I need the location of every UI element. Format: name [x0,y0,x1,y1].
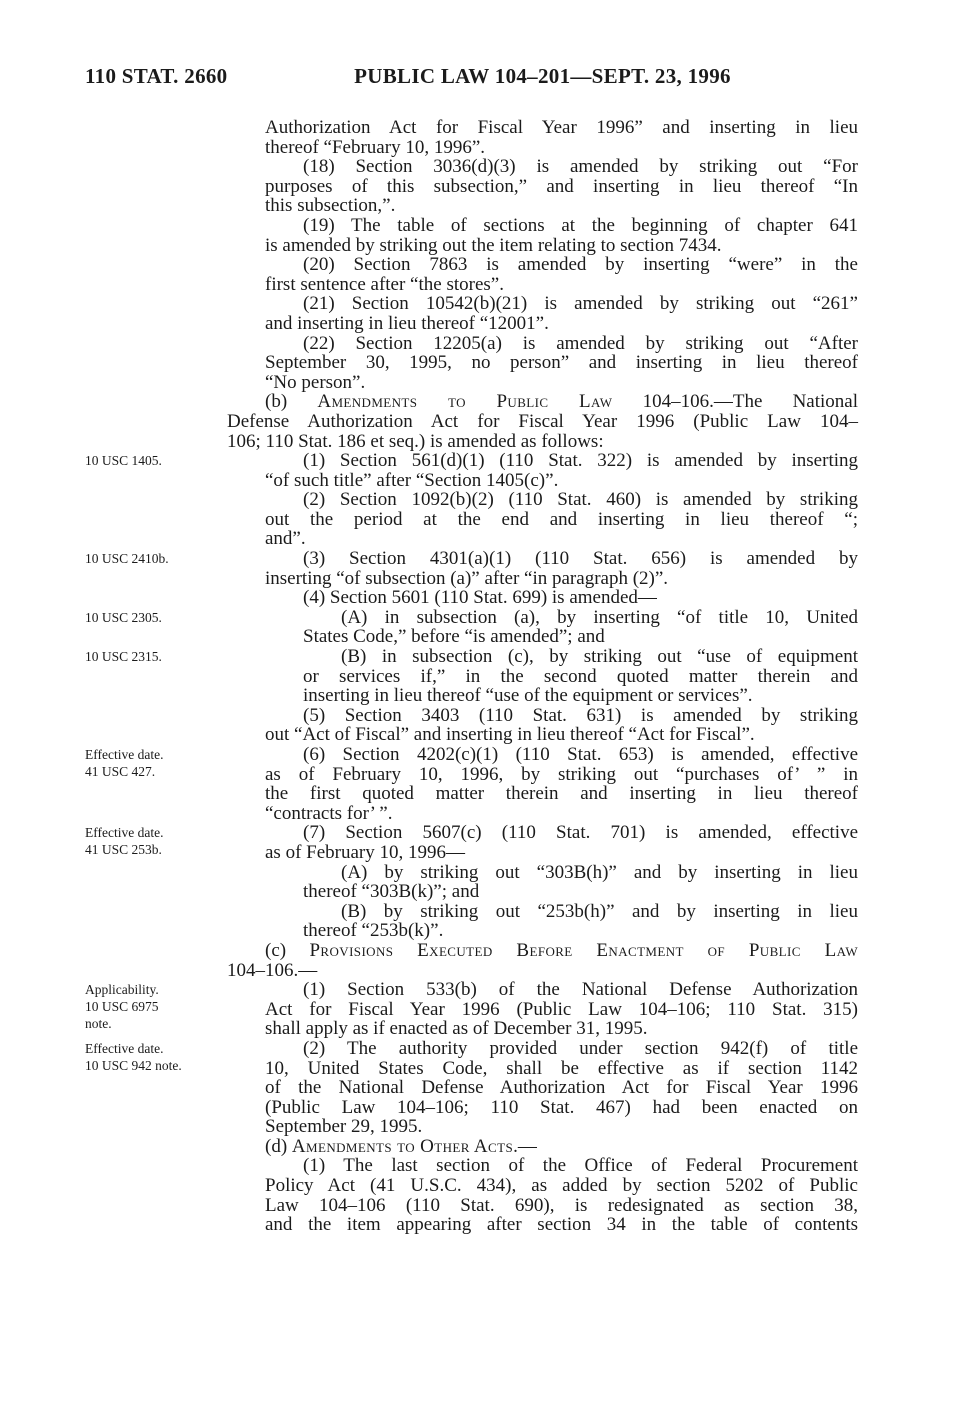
margin-note-line: 41 USC 427. [85,764,156,779]
margin-note [85,746,221,780]
margin-note-line: 10 USC 2305. [85,609,162,625]
text-line [227,412,858,432]
text-run: (1) The last section of the Office of Federal Procurement [303,1155,858,1177]
text-run: (b) [265,391,318,413]
text-line [341,863,858,883]
text-run: (Public Law 104–106; 110 Stat. 467) had been enacted on [265,1096,858,1118]
text-run: 104–106.— [227,959,318,981]
text-run: thereof “303B(k)”; and [303,881,480,903]
statute-paragraph [227,334,858,393]
text-run: inserting “of subsection (a)” after “in paragraph (2)”. [265,567,669,589]
statute-paragraph [227,255,858,294]
statute-paragraph [85,646,858,707]
text-run: as of February 10, 1996— [265,841,465,863]
text-run: (20) Section 7863 is amended by inserting “were” in the [303,254,858,276]
text-line [303,294,858,314]
text-line [265,1059,858,1079]
statute-paragraph [227,392,858,451]
text-run: (19) The table of sections at the beginning of chapter 641 [303,214,858,236]
statute-paragraph [85,822,858,863]
margin-note [85,550,221,567]
text-line [265,1196,858,1216]
text-run: Law 104–106 (110 Stat. 690), is redesignated as section 38, [265,1194,858,1216]
text-run: (7) Section 5607(c) (110 Stat. 701) is amended, effective [303,822,858,844]
text-run: purposes of this subsection,” and inserting in lieu thereof “In [265,175,858,197]
text-line [265,725,858,745]
statute-paragraph [227,863,858,902]
text-line [303,334,858,354]
text-run: (5) Section 3403 (110 Stat. 631) is amended by striking [303,704,858,726]
text-line [265,1215,858,1235]
text-run: (6) Section 4202(c)(1) (110 Stat. 653) is amended, effective [303,744,858,765]
statute-paragraph [227,216,858,255]
text-run: Defense Authorization Act for Fiscal Year 1996 (Public Law 104– [227,410,858,432]
text-run: or services if,” in the second quoted matter therein and [303,665,858,687]
text-line [303,1039,858,1059]
margin-note-line: 10 USC 942 note. [85,1057,182,1073]
text-run: 104–106.—The National [612,391,859,413]
margin-note [85,824,221,858]
text-line [265,569,858,589]
text-line [265,196,858,216]
text-run: this subsection,”. [265,195,396,217]
margin-note-line: 10 USC 2315. [85,649,162,665]
statute-paragraph [227,941,858,980]
margin-note [85,648,221,665]
statute-paragraph [227,118,858,157]
text-line [303,686,858,706]
document-body [85,117,859,1236]
text-run: and”. [265,528,306,550]
margin-note [85,981,221,1032]
stat-number: 110 STAT. 2660 [85,64,228,88]
statute-paragraph [227,902,858,941]
text-run: (22) Section 12205(a) is amended by striking out “After [303,332,858,354]
text-line [227,432,858,452]
text-run: September 29, 1995. [265,1116,423,1138]
law-title: PUBLIC LAW 104–201—SEPT. 23, 1996 [354,64,731,88]
text-line [303,1156,858,1176]
text-run: Policy Act (41 U.S.C. 434), as added by section 5202 of Public [265,1175,858,1197]
statute-paragraph [227,157,858,216]
text-run: (3) Section 4301(a)(1) (110 Stat. 656) is amended by [303,548,858,570]
text-run: Amendments to Public Law [317,391,613,413]
text-line [341,608,858,628]
statute-paragraph [227,1156,858,1234]
text-run: (4) Section 5601 (110 Stat. 699) is amended— [303,587,657,609]
text-run: (d) [265,1135,292,1157]
text-run: (1) Section 533(b) of the National Defense Authorization [303,979,858,1001]
text-line [265,314,858,334]
text-line [303,216,858,236]
statute-paragraph [85,744,858,824]
statute-paragraph [227,588,858,608]
text-line [265,1078,858,1098]
text-run: shall apply as if enacted as of December 31, 1995. [265,1018,648,1040]
text-line [265,843,858,863]
text-run: inserting in lieu thereof “use of the equipment or services”. [303,685,753,707]
text-line [303,980,858,1000]
statute-paragraph [227,706,858,745]
text-line [265,392,858,412]
text-line [303,549,858,569]
text-line [303,490,858,510]
text-line [265,1117,858,1137]
margin-note-line: Applicability. [85,982,159,998]
statute-paragraph [227,294,858,333]
text-run: (A) by striking out “303B(h)” and by inserting in lieu [341,861,858,883]
margin-note-line: 10 USC 6975 [85,999,159,1015]
text-line [265,236,858,256]
margin-note [85,452,221,469]
text-run: .— [513,1135,537,1157]
text-line [265,471,858,491]
text-line [265,804,858,824]
text-line [265,275,858,295]
text-run: is amended by striking out the item relating to section 7434. [265,234,722,256]
text-run: thereof “February 10, 1996”. [265,136,486,158]
margin-note-line: 10 USC 2410b. [85,551,169,567]
text-run: and the item appearing after section 34 in the table of contents [265,1214,858,1236]
text-run: “No person”. [265,371,366,393]
statute-paragraph [227,490,858,549]
margin-note [85,609,221,626]
text-line [303,921,858,941]
text-line [265,1137,858,1157]
statute-paragraph [85,979,858,1040]
text-run: thereof “253b(k)”. [303,920,444,942]
text-line [303,627,858,647]
margin-note-line: 10 USC 1405. [85,453,162,469]
statute-paragraph [85,548,858,589]
text-line [341,647,858,667]
text-line [265,373,858,393]
text-line [265,118,858,138]
text-line [265,177,858,197]
text-run: Authorization Act for Fiscal Year 1996” and inserting in lieu [265,117,858,138]
text-run: “of such title” after “Section 1405(c)”. [265,469,559,491]
text-line [303,451,858,471]
text-line [303,667,858,687]
text-line [303,745,858,765]
statute-paragraph [85,450,858,491]
text-run: (A) in subsection (a), by inserting “of title 10, United [341,606,858,628]
text-line [265,138,858,158]
text-run: (c) [265,939,310,961]
text-run: (2) Section 1092(b)(2) (110 Stat. 460) is amended by striking [303,489,858,511]
text-run: as of February 10, 1996, by striking out “purchases of’ ” in [265,763,858,785]
margin-note-line: Effective date. [85,825,164,841]
margin-note-line: Effective date. [85,747,164,762]
text-run: of the National Defense Authorization Act for Fiscal Year 1996 [265,1077,858,1099]
text-run: “contracts for’ ”. [265,802,393,824]
text-run: Act for Fiscal Year 1996 (Public Law 104–106; 110 Stat. 315) [265,998,858,1020]
text-run: (B) in subsection (c), by striking out “use of equipment [341,646,858,668]
statute-paragraph [85,1037,858,1138]
text-line [303,255,858,275]
text-run: out the period at the end and inserting in lieu thereof “; [265,508,858,530]
page-header [85,64,858,92]
text-line [265,353,858,373]
text-line [265,529,858,549]
text-run: Provisions Executed Before Enactment of Public Law [309,939,858,961]
margin-note [85,1040,221,1074]
margin-note-line: Effective date. [85,1040,164,1056]
text-run: (18) Section 3036(d)(3) is amended by striking out “For [303,156,858,178]
margin-note-line: note. [85,1016,112,1032]
text-run: the first quoted matter therein and inserting in lieu thereof [265,783,858,805]
text-line [265,1098,858,1118]
text-line [303,706,858,726]
text-run: and inserting in lieu thereof “12001”. [265,312,549,334]
text-line [265,510,858,530]
text-line [265,1000,858,1020]
text-run: September 30, 1995, no person” and inserting in lieu thereof [265,352,858,374]
text-line [303,823,858,843]
text-run: first sentence after “the stores”. [265,273,504,295]
text-run: States Code,” before “is amended”; and [303,626,605,648]
text-run: out “Act of Fiscal” and inserting in lieu thereof “Act for Fiscal”. [265,724,755,746]
text-line [341,902,858,922]
text-run: (2) The authority provided under section 942(f) of title [303,1037,858,1059]
statute-paragraph [85,606,858,648]
text-run: (B) by striking out “253b(h)” and by inserting in lieu [341,900,858,922]
text-line [303,157,858,177]
text-run: 10, United States Code, shall be effective as if section 1142 [265,1057,858,1079]
text-line [265,784,858,804]
text-line [265,1176,858,1196]
text-line [265,765,858,785]
text-line [265,1019,858,1039]
text-line [227,961,858,981]
margin-note-line: 41 USC 253b. [85,842,162,858]
text-line [265,941,858,961]
text-run: Amendments to Other Acts [291,1135,514,1157]
text-run: (21) Section 10542(b)(21) is amended by striking out “261” [303,293,858,315]
statute-paragraph [227,1137,858,1157]
text-line [303,882,858,902]
text-run: 106; 110 Stat. 186 et seq.) is amended as follows: [227,430,604,452]
text-line [303,588,858,608]
text-run: (1) Section 561(d)(1) (110 Stat. 322) is amended by inserting [303,450,858,472]
